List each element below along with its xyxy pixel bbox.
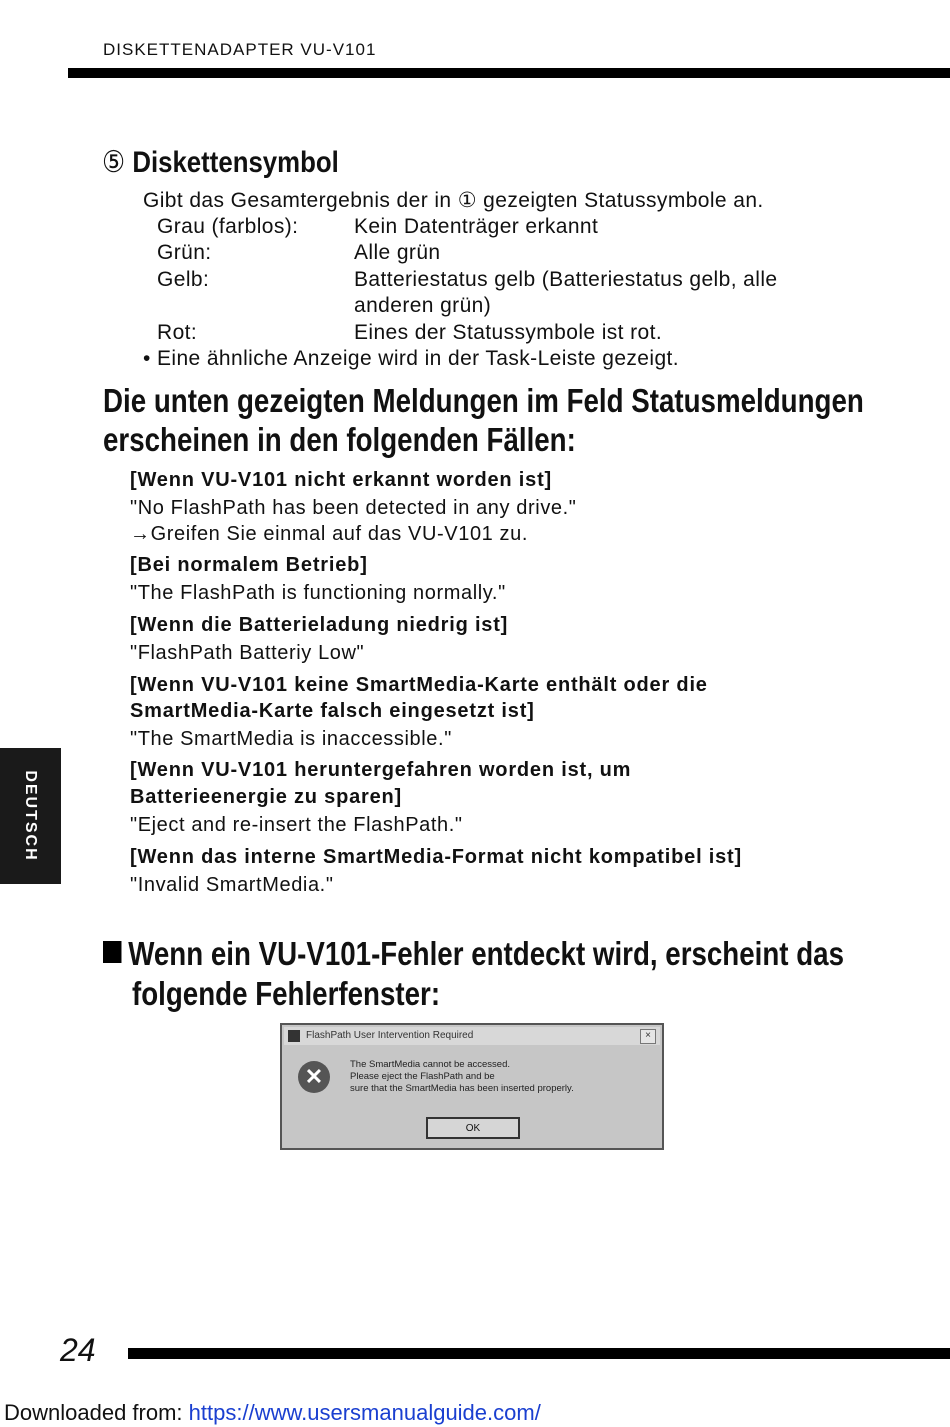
section-intro: Gibt das Gesamtergebnis der in ① gezeigten Statussymbole an. [143, 189, 764, 212]
message-condition: [Wenn die Batterieladung niedrig ist] [130, 614, 509, 636]
app-icon [288, 1030, 300, 1042]
dialog-message-line: sure that the SmartMedia has been inserted properly. [350, 1083, 574, 1094]
dialog-message [350, 1059, 574, 1095]
message-text: "FlashPath Batteriy Low" [130, 642, 365, 664]
section-number: ⑤ [102, 146, 126, 179]
square-bullet-icon [103, 941, 121, 963]
state-term: Gelb: [157, 268, 210, 291]
error-heading-line1 [103, 935, 844, 973]
ok-button[interactable]: OK [426, 1117, 520, 1139]
footer-prefix: Downloaded from: [4, 1400, 189, 1425]
dialog-message-line: The SmartMedia cannot be accessed. [350, 1059, 511, 1070]
error-dialog-screenshot [280, 1023, 664, 1150]
section-note: • Eine ähnliche Anzeige wird in der Task-Leiste gezeigt. [143, 347, 679, 370]
language-side-tab [0, 748, 61, 884]
state-term: Rot: [157, 321, 198, 344]
section-title-diskettensymbol [102, 145, 339, 180]
dialog-message-line: Please eject the FlashPath and be [350, 1071, 495, 1082]
message-text: "No FlashPath has been detected in any drive." [130, 497, 577, 519]
dialog-titlebar [284, 1027, 660, 1045]
close-icon[interactable]: × [640, 1029, 656, 1044]
section-title-text: Diskettensymbol [132, 146, 339, 179]
dialog-title: FlashPath User Intervention Required [306, 1030, 474, 1041]
message-text: "Invalid SmartMedia." [130, 874, 334, 896]
state-term: Grau (farblos): [157, 215, 299, 238]
message-condition: [Wenn VU-V101 nicht erkannt worden ist] [130, 469, 553, 491]
side-tab-label: DEUTSCH [22, 770, 39, 862]
messages-heading-line1: Die unten gezeigten Meldungen im Feld Statusmeldungen [103, 382, 864, 419]
page-number: 24 [60, 1332, 96, 1368]
message-action: →Greifen Sie einmal auf das VU-V101 zu. [130, 523, 529, 545]
state-desc: Batteriestatus gelb (Batteriestatus gelb, alle [354, 268, 778, 291]
message-condition: [Wenn VU-V101 heruntergefahren worden ist, um [130, 759, 632, 781]
state-desc-cont: anderen grün) [354, 294, 492, 317]
state-term: Grün: [157, 241, 212, 264]
error-heading-text: Wenn ein VU-V101-Fehler entdeckt wird, erscheint das [128, 935, 844, 972]
download-footer [4, 1400, 541, 1426]
error-icon: ✕ [298, 1061, 330, 1093]
message-text: "The FlashPath is functioning normally." [130, 582, 506, 604]
state-desc: Kein Datenträger erkannt [354, 215, 599, 238]
footer-rule [128, 1348, 950, 1359]
footer-link[interactable]: https://www.usersmanualguide.com/ [188, 1400, 541, 1425]
message-condition: [Bei normalem Betrieb] [130, 554, 368, 576]
header-rule [68, 68, 950, 78]
message-condition-cont: SmartMedia-Karte falsch eingesetzt ist] [130, 700, 535, 722]
message-text: "Eject and re-insert the FlashPath." [130, 814, 463, 836]
message-text: "The SmartMedia is inaccessible." [130, 728, 452, 750]
running-header: DISKETTENADAPTER VU-V101 [103, 40, 377, 59]
message-condition: [Wenn das interne SmartMedia-Format nicht kompatibel ist] [130, 846, 742, 868]
state-desc: Alle grün [354, 241, 441, 264]
messages-heading-line2: erscheinen in den folgenden Fällen: [103, 421, 576, 458]
state-desc: Eines der Statussymbole ist rot. [354, 321, 663, 344]
message-condition: [Wenn VU-V101 keine SmartMedia-Karte enthält oder die [130, 674, 708, 696]
error-heading-line2: folgende Fehlerfenster: [132, 975, 441, 1012]
message-condition-cont: Batterieenergie zu sparen] [130, 786, 402, 808]
